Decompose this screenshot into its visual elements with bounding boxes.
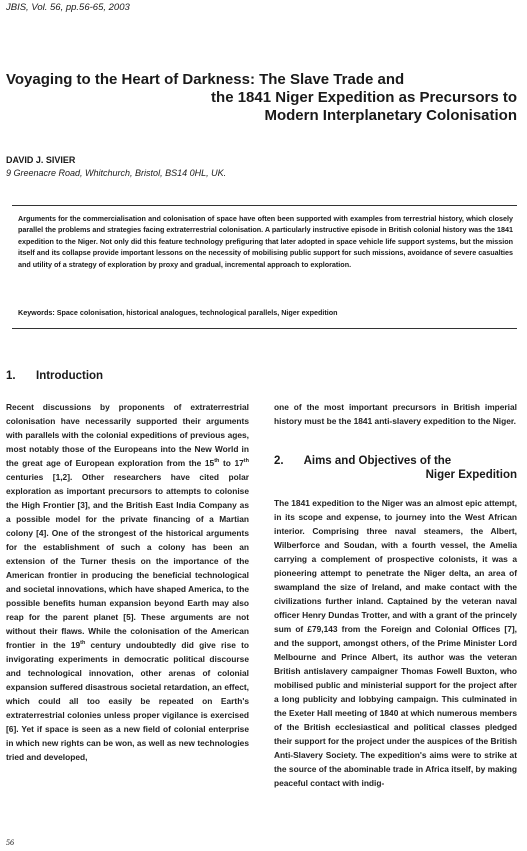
intro-text-b: to 17 (219, 458, 244, 468)
journal-citation: JBIS, Vol. 56, pp.56-65, 2003 (6, 2, 130, 13)
title-line-3: Modern Interplanetary Colonisation (264, 107, 517, 124)
paper-title (6, 71, 517, 125)
abstract-top-rule (12, 205, 517, 206)
right-column-section-2 (274, 496, 517, 790)
title-line-2: the 1841 Niger Expedition as Precursors to (211, 89, 517, 106)
section-1-number: 1. (6, 370, 16, 382)
section-1-heading (6, 369, 103, 383)
abstract: Arguments for the commercialisation and colonisation of space have often been supported with examples from terrestrial history, which closely parallel the problems and strategies facing extraterrestrial colonisation. A particularly instructive episode in British colonial history was the 1841 expedition to the Niger. Not only did this feature technology prefiguring that later adopted in space vehicle life support systems, but the mission itself and its collapse provide important lessons on the necessity of mobilising public support for such missions, avoidance of severe casualties and utility of a strategy of exploration by proxy and gradual, incremental approach to exploration. (18, 214, 513, 269)
abstract-bottom-rule (12, 328, 517, 329)
author-block (6, 154, 226, 180)
intro-paragraph (6, 400, 249, 764)
intro-text-d: century undoubtedly did give rise to invigorating experiments in democratic political discourse and technological innovation, other arenas of colonial expansion suffered disastrous societal retardation, an effect, which could all too easily be repeated on Earth's extraterrestrial colonies unless proper vigilance is exercised [6]. Yet if space is seen as a new field of colonial enterprise in which new rights can be won, as well as new technologies tried and developed, (6, 640, 249, 762)
section-2-number: 2. (274, 455, 284, 467)
section-2-title-line-2: Niger Expedition (425, 469, 517, 481)
right-column (274, 400, 517, 428)
section-2-heading (274, 454, 517, 482)
keywords-label: Keywords: (18, 308, 55, 317)
intro-text-a: Recent discussions by proponents of extraterrestrial colonisation have necessarily supported their arguments with parallels with the colonial expeditions of previous ages, most notably those of the Europeans into the New World in the great age of European exploration from the 15 (6, 402, 249, 468)
section-2-title-line-1: Aims and Objectives of the (303, 455, 452, 467)
section-1-title: Introduction (36, 370, 104, 382)
left-column (6, 400, 249, 764)
author-name: DAVID J. SIVIER (6, 155, 76, 165)
title-line-1: Voyaging to the Heart of Darkness: The Slave Trade and (6, 71, 405, 88)
sup-th-3: th (80, 640, 86, 647)
sup-th-1: th (214, 458, 220, 465)
sup-th-2: th (243, 458, 249, 465)
keywords (18, 307, 513, 318)
intro-text-c: centuries [1,2]. Other researchers have cited polar exploration as important precursors to attempts to colonise the High Frontier [3], and the British East India Company as a possible model for the private financing of a Martian colony [4]. One of the strongest of the historical arguments for the establishment of such a colony has been an extension of the Turner thesis on the importance of the American frontier in producing the beneficial technological and societal innovations, which have shaped America, to the possible benefits human expansion beyond Earth may also reap for the parent planet [5]. These arguments are not without their flaws. While the colonisation of the American frontier in the 19 (6, 472, 249, 650)
page-number: 56 (6, 838, 14, 847)
intro-continuation: one of the most important precursors in British imperial history must be the 1841 anti-slavery expedition to the Niger. (274, 402, 517, 426)
author-address: 9 Greenacre Road, Whitchurch, Bristol, BS14 0HL, UK. (6, 168, 227, 178)
aims-paragraph: The 1841 expedition to the Niger was an almost epic attempt, in its scope and expense, to journey into the West African interior. Comprising three naval steamers, the Albert, Wilberforce and Soudan, with a fourth vessel, the Amelia carrying a complement of prospective colonists, it was a pioneering attempt to penetrate the Niger delta, an area of swampland the size of Ireland, and make contact with the civilizations further inland. Captained by the veteran naval officer Henry Dundas Trotter, and with a grant of the princely sum of £79,143 from the Foreign and Colonial Offices [7], and the support, amongst others, of the Prime Minister Lord Melbourne and Prince Albert, its author was the veteran British antislavery campaigner Thomas Fowell Buxton, who mobilised public and ministerial support for the project after a long publicity and lobbying campaign. This culminated in the Exeter Hall meeting of 1840 at which numerous members of the British ecclesiastical and political classes pledged their support for the project under the auspices of the British Anti-Slavery Society. The expedition's aims were to strike at the source of the abominable trade in Africa itself, by making peaceful contact with indig- (274, 498, 517, 788)
keywords-text: Space colonisation, historical analogues, technological parallels, Niger expedition (56, 308, 338, 317)
